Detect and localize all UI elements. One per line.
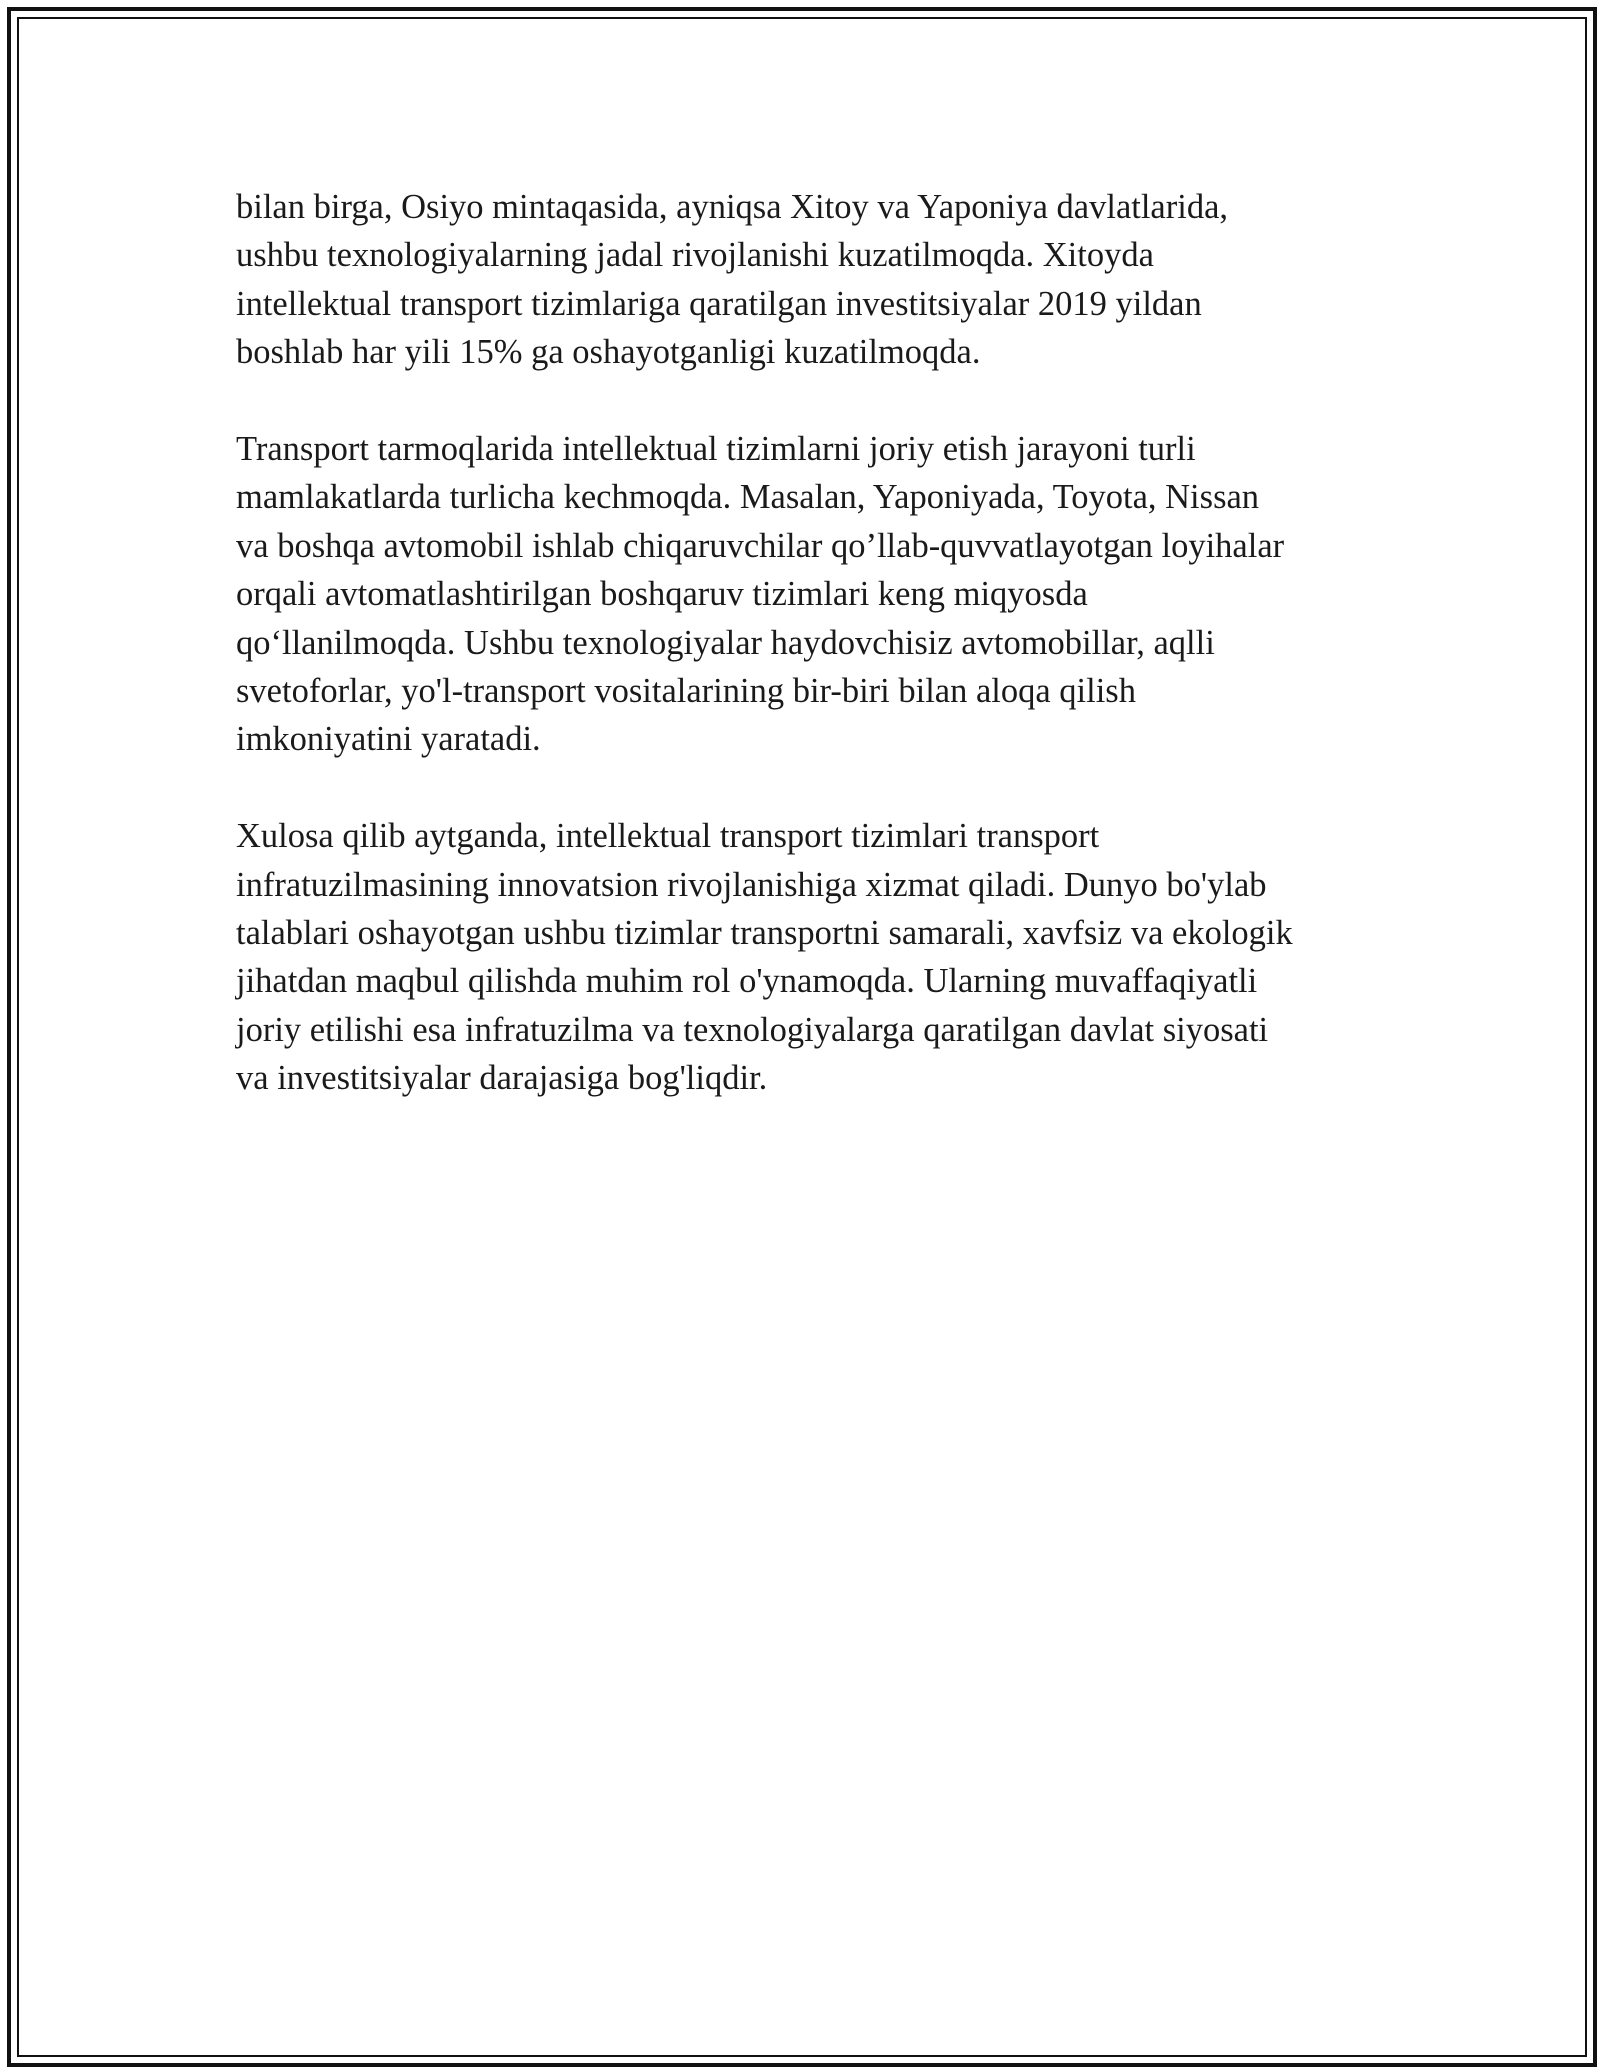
text-line: orqali avtomatlashtirilgan boshqaruv tizimlari keng miqyosda: [236, 575, 1088, 614]
text-line: ushbu texnologiyalarning jadal rivojlanishi kuzatilmoqda. Xitoyda: [236, 236, 1154, 275]
text-line: qo‘llanilmoqda. Ushbu texnologiyalar haydovchisiz avtomobillar, aqlli: [236, 623, 1215, 662]
text-line: va investitsiyalar darajasiga bog'liqdir.: [236, 1059, 768, 1098]
text-line: bilan birga, Osiyo mintaqasida, ayniqsa Xitoy va Yaponiya davlatlarida,: [236, 188, 1229, 226]
text-line: joriy etilishi esa infratuzilma va texnologiyalarga qaratilgan davlat siyosati: [236, 1010, 1269, 1049]
text-line: Xulosa qilib aytganda, intellektual transport tizimlari transport: [236, 817, 1100, 856]
paragraph-3: [236, 812, 1376, 1102]
paragraph-1: [236, 183, 1376, 377]
text-line: Transport tarmoqlarida intellektual tizimlarni joriy etish jarayoni turli: [236, 430, 1196, 469]
document-body: [236, 183, 1376, 1151]
text-line: svetoforlar, yo'l-transport vositalarining bir-biri bilan aloqa qilish: [236, 672, 1136, 711]
text-line: mamlakatlarda turlicha kechmoqda. Masalan, Yaponiyada, Toyota, Nissan: [236, 478, 1260, 517]
paragraph-2: [236, 425, 1376, 764]
text-line: intellektual transport tizimlariga qaratilgan investitsiyalar 2019 yildan: [236, 284, 1202, 323]
text-line: talablari oshayotgan ushbu tizimlar transportni samarali, xavfsiz va ekologik: [236, 914, 1293, 953]
text-line: va boshqa avtomobil ishlab chiqaruvchilar qo’llab-quvvatlayotgan loyihalar: [236, 526, 1285, 565]
text-line: boshlab har yili 15% ga oshayotganligi kuzatilmoqda.: [236, 333, 981, 372]
text-line: infratuzilmasining innovatsion rivojlanishiga xizmat qiladi. Dunyo bo'ylab: [236, 865, 1267, 904]
text-line: imkoniyatini yaratadi.: [236, 720, 541, 759]
text-line: jihatdan maqbul qilishda muhim rol o'ynamoqda. Ularning muvaffaqiyatli: [236, 962, 1258, 1001]
